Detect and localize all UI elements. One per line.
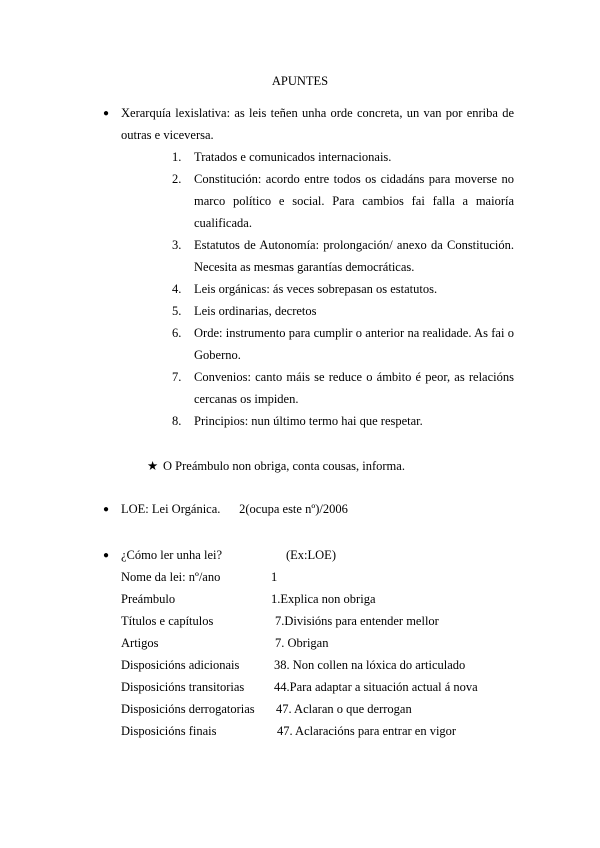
row-label: Disposicións derrogatorias: [121, 702, 255, 716]
star-icon: ★: [147, 459, 159, 473]
preamble-note: O Preámbulo non obriga, conta cousas, informa.: [163, 459, 405, 473]
row-label: Preámbulo: [121, 592, 176, 606]
row-label: Disposicións adicionais: [121, 658, 240, 672]
how-to-read-heading: [121, 544, 521, 566]
table-row: [121, 610, 521, 632]
list-item: Orde: instrumento para cumplir o anterior na realidade. As fai o Goberno.: [194, 326, 514, 362]
list-item-number: 6.: [172, 326, 182, 340]
row-value: 38. Non collen na lóxica do articulado: [274, 658, 466, 672]
table-row: [121, 632, 521, 654]
list-item-number: 3.: [172, 238, 182, 252]
row-value: 47. Aclaran o que derrogan: [276, 702, 412, 716]
row-label: Nome da lei: nº/ano: [121, 570, 221, 584]
bullet-icon: ●: [103, 504, 110, 515]
table-row: [121, 676, 521, 698]
list-item: Leis ordinarias, decretos: [194, 304, 317, 318]
table-row: [121, 720, 521, 742]
row-label: Títulos e capítulos: [121, 614, 214, 628]
row-value: 44.Para adaptar a situación actual á nova: [274, 680, 478, 694]
list-item: Leis orgánicas: ás veces sobrepasan os estatutos.: [194, 282, 438, 296]
row-value: 47. Aclaracións para entrar en vigor: [277, 724, 457, 738]
list-item-number: 7.: [172, 370, 182, 384]
row-label: Artigos: [121, 636, 159, 650]
list-item: Convenios: canto máis se reduce o ámbito é peor, as relacións cercanas os impiden.: [194, 370, 514, 406]
bullet-icon: ●: [103, 550, 110, 561]
intro-paragraph: Xerarquía lexislativa: as leis teñen unha orde concreta, un van por enriba de outras e viceversa.: [121, 106, 514, 142]
list-item-number: 2.: [172, 172, 182, 186]
page-title: APUNTES: [271, 74, 329, 88]
row-value: 1.Explica non obriga: [271, 592, 376, 606]
list-item-number: 5.: [172, 304, 182, 318]
loe-line: LOE: Lei Orgánica. 2(ocupa este nº)/2006: [121, 502, 348, 516]
row-label: Disposicións transitorias: [121, 680, 245, 694]
list-item: Constitución: acordo entre todos os cidadáns para moverse no marco político e social. Para cambios fai falla a maioría cualificada.: [194, 172, 514, 230]
row-label: Disposicións finais: [121, 724, 217, 738]
example-text: (Ex:LOE): [286, 548, 336, 562]
table-row: [121, 566, 521, 588]
list-item: Tratados e comunicados internacionais.: [194, 150, 392, 164]
list-item-number: 1.: [172, 150, 182, 164]
bullet-icon: ●: [103, 108, 110, 119]
table-row: [121, 588, 521, 610]
list-item: Principios: nun último termo hai que respetar.: [194, 414, 423, 428]
table-row: [121, 654, 521, 676]
list-item: Estatutos de Autonomía: prolongación/ anexo da Constitución. Necesita as mesmas garantías democráticas.: [194, 238, 514, 274]
heading-text: ¿Cómo ler unha lei?: [121, 548, 223, 562]
table-row: [121, 698, 521, 720]
row-value: 7.Divisións para entender mellor: [275, 614, 439, 628]
list-item-number: 4.: [172, 282, 182, 296]
list-item-number: 8.: [172, 414, 182, 428]
row-value: 7. Obrigan: [275, 636, 329, 650]
row-value: 1: [271, 570, 278, 584]
